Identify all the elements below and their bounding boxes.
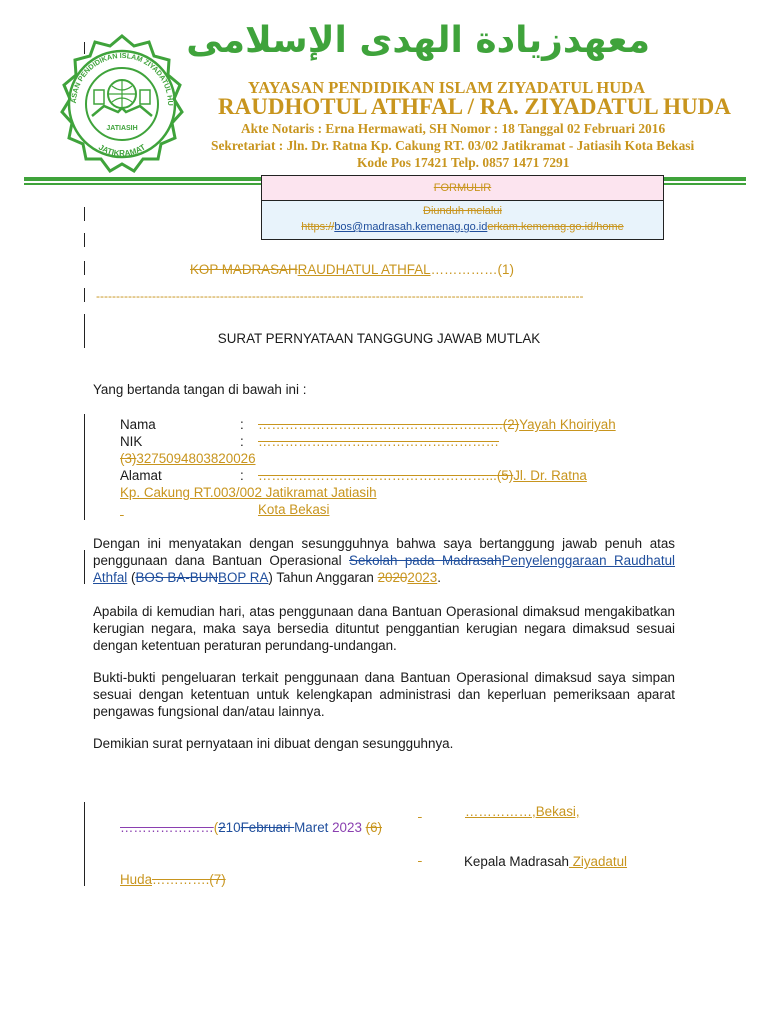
madrasah-dots: ………….(7) — [152, 872, 226, 887]
alamat-number: (5) — [496, 468, 514, 483]
revision-bar — [84, 233, 85, 247]
foundation-seal — [48, 32, 196, 178]
date-inserted-num: 10 — [225, 820, 241, 835]
alamat-field — [258, 467, 587, 484]
foundation-name: YAYASAN PENDIDIKAN ISLAM ZIYADATUL HUDA — [248, 78, 646, 97]
revision-bar — [84, 288, 85, 302]
p1-inserted-3: 2023 — [407, 570, 438, 585]
nama-number: (2) — [502, 417, 520, 432]
nik-dots-field — [258, 433, 499, 450]
alamat-label: Alamat — [120, 468, 162, 483]
date-year: 2023 — [328, 820, 366, 835]
secretariat-line: Sekretariat : Jln. Dr. Ratna Kp. Cakung RT. 03/02 Jatikramat - Jatiasih Kota Bekasi — [211, 138, 695, 153]
nama-dots: ………………………………………………. — [258, 417, 503, 432]
alamat-value-3: Kota Bekasi — [258, 502, 330, 517]
revision-bar — [84, 414, 85, 520]
paragraph-responsibility — [93, 535, 675, 586]
place-name: Bekasi, — [535, 804, 580, 819]
arabic-title: معهدزيادة الهدى الإسلامى — [186, 20, 650, 61]
revision-bar — [84, 207, 85, 221]
date-number: (6) — [365, 820, 382, 835]
signature-place — [418, 803, 580, 820]
role-label: Kepala Madrasah — [464, 854, 569, 869]
nik-label: NIK — [120, 434, 143, 449]
p1-inserted-1: Penyelenggaraan Raudhatul Athfal — [93, 553, 676, 585]
nama-value: Yayah Khoiriyah — [519, 417, 616, 432]
seal-top-text: ASAN PENDIDIKAN ISLAM ZIYADATUL HU — [68, 50, 176, 106]
date-deleted-num: 2 — [218, 820, 226, 835]
place-indent — [418, 803, 465, 820]
form-box — [261, 175, 664, 240]
madrasah-name-2: Huda — [120, 872, 153, 887]
paragraph-closing: Demikian surat pernyataan ini dibuat dengan sesungguhnya. — [93, 736, 454, 751]
date-deleted-month: Februari — [240, 820, 295, 835]
nik-value-line — [120, 450, 256, 467]
svg-text:JATIKRAMAT — [97, 143, 147, 158]
colon: : — [240, 468, 244, 483]
signature-madrasah — [120, 871, 226, 888]
alamat-value-3-line — [120, 501, 329, 518]
date-inserted-month: Maret — [294, 820, 329, 835]
date-paren: ( — [213, 820, 219, 835]
document-title: SURAT PERNYATAAN TANGGUNG JAWAB MUTLAK — [217, 331, 541, 346]
paragraph-liability: Apabila di kemudian hari, atas penggunaan dana Bantuan Operasional dimaksud mengakibatkan kerugian negara, maka saya bersedia dituntut penggantian kerugian negara dimaksud sesuai dengan ketentuan peraturan perundang-undangan. — [93, 604, 675, 653]
alamat-value-1: Jl. Dr. Ratna — [513, 468, 587, 483]
download-label: Diunduh melalui — [423, 205, 502, 217]
madrasah-name-1: Ziyadatul — [568, 854, 628, 869]
nama-label: Nama — [120, 417, 156, 432]
revision-bar — [84, 42, 85, 54]
intro-text: Yang bertanda tangan di bawah ini : — [93, 382, 307, 397]
p1-text-1: Dengan ini menyatakan dengan sesungguhnya bahwa saya bertanggung jawab penuh atas penggunaan dana Bantuan Operasional — [93, 536, 675, 568]
download-link[interactable]: bos@madrasah.kemenag.go.id — [334, 221, 488, 233]
revision-bar — [84, 261, 85, 275]
p1-deleted-2: BOS BA-BUN — [135, 570, 219, 585]
date-dots: ………………… — [120, 820, 214, 835]
nama-field — [258, 416, 616, 433]
kop-school: RAUDHATUL ATHFAL — [297, 262, 431, 277]
nik-value: 3275094803820026 — [136, 451, 256, 466]
signature-role — [418, 853, 627, 870]
place-dots: ……………, — [465, 804, 536, 819]
url-suffix: erkam.kemenag.go.id — [487, 221, 594, 233]
revision-bar — [84, 802, 85, 886]
postal-line: Kode Pos 17421 Telp. 0857 1471 7291 — [357, 155, 570, 170]
form-title: FORMULIR — [433, 182, 492, 194]
p1-deleted-1: Sekolah pada Madrasah — [349, 553, 502, 568]
p1-text-3: ) Tahun Anggaran — [268, 570, 378, 585]
notary-line: Akte Notaris : Erna Hermawati, SH Nomor : 18 Tanggal 02 Februari 2016 — [241, 121, 666, 136]
form-download-cell — [262, 201, 663, 239]
kop-prefix: KOP MADRASAH — [190, 262, 298, 277]
kop-line — [190, 261, 514, 278]
p1-deleted-3: 2020 — [377, 570, 408, 585]
signature-date — [120, 819, 382, 836]
seal-center-text: JATIASIH — [106, 125, 138, 132]
colon: : — [240, 434, 244, 449]
colon: : — [240, 417, 244, 432]
nik-number: (3) — [120, 451, 137, 466]
seal-bottom-text: JATIKRAMAT — [96, 142, 148, 159]
url-end: /home — [593, 221, 624, 233]
school-name: RAUDHOTUL ATHFAL / RA. ZIYADATUL HUDA — [218, 94, 731, 119]
p1-text-2: ( — [127, 570, 136, 585]
paragraph-evidence: Bukti-bukti pengeluaran terkait penggunaan dana Bantuan Operasional dimaksud saya simpan sesuai dengan ketentuan untuk kelengkapan administrasi dan keperluan pemeriksaan aparat pengawas fungsional dan/atau lainnya. — [93, 670, 675, 719]
p1-text-4: . — [437, 570, 441, 585]
form-title-cell — [262, 176, 663, 201]
role-indent — [418, 853, 464, 870]
alamat-value-2: Kp. Cakung RT.003/002 Jatikramat Jatiasih — [120, 485, 377, 500]
kop-number: ……………(1) — [430, 262, 514, 277]
url-prefix: https:// — [301, 221, 335, 233]
p1-inserted-2: BOP RA — [218, 570, 269, 585]
kop-dash-line: -------------------------------------------------------------------------------------------------------------------------- — [96, 289, 584, 303]
alamat-indent — [120, 501, 258, 518]
revision-bar — [84, 550, 85, 584]
alamat-dots: ……………………………………………... — [258, 468, 497, 483]
nik-dots: ……………………………………………… — [258, 434, 500, 449]
